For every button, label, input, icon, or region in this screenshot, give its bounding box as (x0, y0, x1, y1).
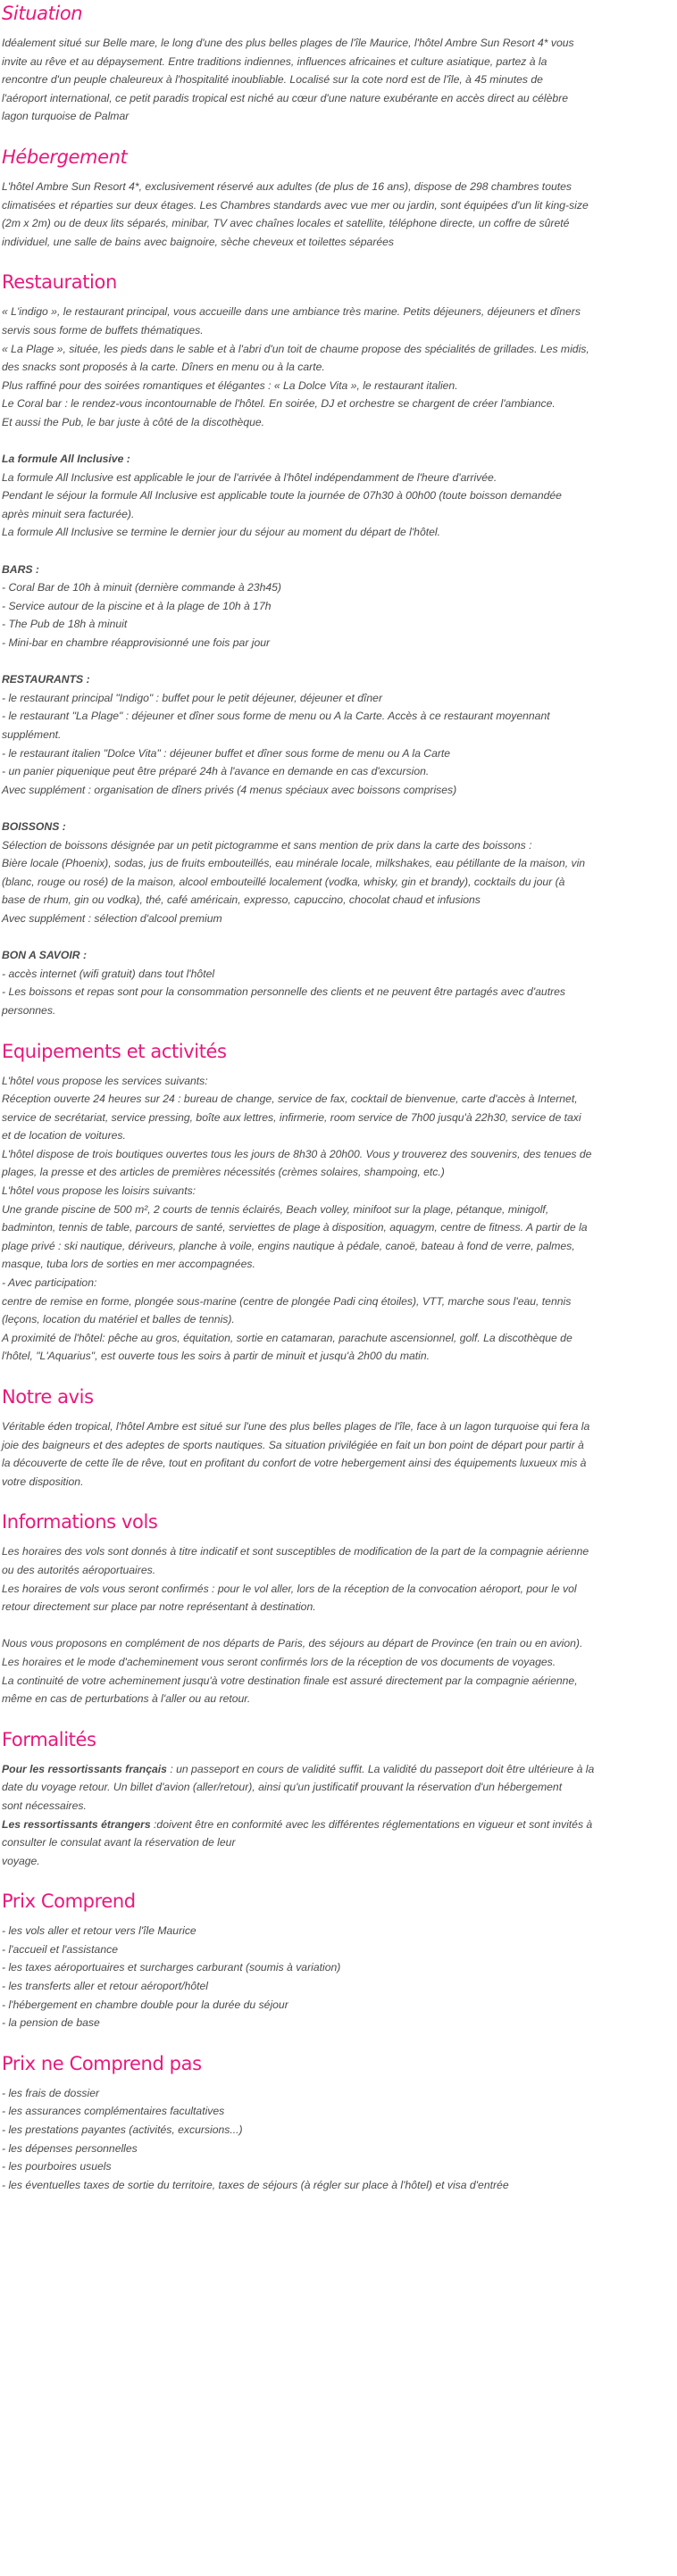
text-line: - accès internet (wifi gratuit) dans tout l'hôtel (2, 967, 215, 980)
text-line: - les assurances complémentaires facultatives (2, 2105, 225, 2118)
text-line: Le Coral bar : le rendez-vous incontournable de l'hôtel. En soirée, DJ et orchestre se chargent de créer l'ambiance. (2, 397, 556, 411)
informations-vols-text (2, 1542, 675, 1708)
text-line: - les frais de dossier (2, 2086, 100, 2099)
text-line: après minuit sera facturée). (2, 507, 135, 520)
text-line (2, 652, 675, 671)
text-line: BON A SAVOIR : (2, 949, 88, 962)
text-line: Idéalement situé sur Belle mare, le long d'une des plus belles plages de l'île Maurice, l'hôtel Ambre Sun Resort 4* vous (2, 37, 574, 49)
equipements-title: Equipements et activités (2, 1040, 227, 1062)
text-line: - les transferts aller et retour aéroport/hôtel (2, 1980, 208, 1993)
text-line: - Coral Bar de 10h à minuit (dernière commande à 23h45) (2, 581, 281, 594)
text-line: L'hôtel vous propose les loisirs suivants: (2, 1184, 196, 1198)
text-line: l'hôtel, "L'Aquarius", est ouverte tous les soirs à partir de minuit et jusqu'à 2h00 du matin. (2, 1350, 430, 1363)
text-line (2, 432, 675, 451)
formalites-francais-line (2, 1760, 675, 1779)
prix-comprend-title: Prix Comprend (2, 1890, 136, 1913)
formalites-title: Formalités (2, 1728, 96, 1750)
text-line: L'hôtel vous propose les services suivants: (2, 1074, 208, 1087)
text-line: - les éventuelles taxes de sortie du territoire, taxes de séjours (à régler sur place à l'hôtel) et visa d'entrée (2, 2178, 509, 2191)
text-line: et de location de voitures. (2, 1129, 126, 1143)
francais-more-text (2, 1778, 675, 1815)
situation-section (2, 0, 675, 126)
text-line: La formule All Inclusive : (2, 453, 130, 466)
formalites-section (2, 1726, 675, 1871)
text-line: Nous vous proposons en complément de nos départs de Paris, des séjours au départ de Province (en train ou en avion). (2, 1637, 583, 1650)
text-line: « La Plage », située, les pieds dans le sable et à l'abri d'un toit de chaume propose des spécialités de grillades. Les midis, (2, 342, 589, 355)
text-line: des snacks sont proposés à la carte. Dîners en menu ou à la carte. (2, 361, 325, 374)
text-line: Et aussi the Pub, le bar juste à côté de la discothèque. (2, 415, 265, 428)
hebergement-title: Hébergement (2, 145, 128, 168)
text-line: Plus raffiné pour des soirées romantiques et élégantes : « La Dolce Vita », le restaurant italien. (2, 378, 458, 392)
text-line: La formule All Inclusive est applicable le jour de l'arrivée à l'hôtel indépendamment de l'heure d'arrivée. (2, 470, 497, 484)
text-line: BOISSONS : (2, 819, 66, 833)
equipements-section (2, 1038, 675, 1367)
text-line: - le restaurant italien "Dolce Vita" : déjeuner buffet et dîner sous forme de menu ou A la Carte (2, 746, 451, 760)
prix-ne-comprend-section (2, 2050, 675, 2195)
text-line: plages, la presse et des articles de premières nécessités (crèmes solaires, shampoing, etc.) (2, 1166, 445, 1179)
text-line: - la pension de base (2, 2016, 100, 2030)
text-line: personnes. (2, 1003, 56, 1017)
etrangers-label: Les ressortissants étrangers (2, 1817, 151, 1831)
text-line: - les taxes aéroportuaires et surcharges carburant (soumis à variation) (2, 1961, 341, 1974)
text-line: retour directement sur place par notre représentant à destination. (2, 1600, 316, 1614)
situation-title: Situation (2, 3, 83, 24)
text-line: « L'indigo », le restaurant principal, vous accueille dans une ambiance très marine. Petits déjeuners, déjeuners et dîners (2, 305, 581, 319)
formalites-etrangers-line (2, 1816, 675, 1834)
text-line (2, 1616, 675, 1635)
text-line: - l'accueil et l'assistance (2, 1942, 118, 1956)
francais-label: Pour les ressortissants français (2, 1762, 167, 1775)
prix-ne-comprend-list (2, 2084, 675, 2195)
text-line: individuel, une salle de bains avec baignoire, sèche cheveux et toilettes séparées (2, 235, 395, 248)
text-line: - The Pub de 18h à minuit (2, 618, 128, 631)
text-line (2, 542, 675, 561)
hebergement-section (2, 144, 675, 251)
text-line: même en cas de perturbations à l'aller ou au retour. (2, 1692, 251, 1706)
notre-avis-text (2, 1417, 675, 1491)
restauration-title: Restauration (2, 271, 117, 294)
text-line (2, 799, 675, 818)
text-line: date du voyage retour. Un billet d'avion (aller/retour), ainsi qu'un justificatif prouvant la réservation d'un hébergement (2, 1781, 563, 1794)
text-line: Les horaires de vols vous seront confirmés : pour le vol aller, lors de la réception de la convocation aéroport, pour le vol (2, 1582, 577, 1595)
text-line: - le restaurant principal "Indigo" : buffet pour le petit déjeuner, déjeuner et dîner (2, 691, 383, 704)
text-line: climatisées et réparties sur deux étages. Les Chambres standards avec vue mer ou jardin, sont équipées d'un lit king-size (2, 198, 589, 212)
text-line: - Avec participation: (2, 1276, 97, 1290)
text-line: La formule All Inclusive se termine le dernier jour du séjour au moment du départ de l'hôtel. (2, 526, 440, 539)
text-line: badminton, tennis de table, parcours de santé, serviettes de plage à disposition, aquagym, centre de fitness. A partir de la (2, 1221, 588, 1234)
text-line: servis sous forme de buffets thématiques. (2, 323, 204, 337)
text-line: Sélection de boissons désignée par un petit pictogramme et sans mention de prix dans la carte des boissons : (2, 838, 532, 852)
text-line: la découverte de cette île de rêve, tout en profitant du confort de votre hebergement ainsi des équipements luxueux mis à (2, 1457, 587, 1470)
text-line: Réception ouverte 24 heures sur 24 : bureau de change, service de fax, cocktail de bienvenue, carte d'accès à Internet, (2, 1093, 578, 1106)
restauration-text (2, 303, 675, 1019)
text-line: ou des autorités aéroportuaires. (2, 1563, 156, 1576)
situation-text (2, 34, 675, 126)
text-line: votre disposition. (2, 1475, 84, 1488)
text-line: La continuité de votre acheminement jusqu'à votre destination finale est assuré directement par la compagnie aérienne, (2, 1674, 578, 1687)
text-line: L'hôtel Ambre Sun Resort 4*, exclusivement réservé aux adultes (de plus de 16 ans), dispose de 298 chambres toutes (2, 179, 573, 193)
text-line: Pendant le séjour la formule All Inclusive est applicable toute la journée de 07h30 à 00h00 (toute boisson demandée (2, 489, 562, 503)
text-line: BARS : (2, 562, 39, 576)
text-line (2, 928, 675, 947)
text-line: centre de remise en forme, plongée sous-marine (centre de plongée Padi cinq étoiles), VTT, marche sous l'eau, tennis (2, 1294, 572, 1308)
text-line: plage privé : ski nautique, dériveurs, planche à voile, engins nautique à pédale, canoë, bateau à fond de verre, palmes, (2, 1239, 575, 1252)
text-line: (2m x 2m) ou de deux lits séparés, minibar, TV avec chaînes locales et satellite, téléphone directe, un coffre de sûreté (2, 217, 570, 230)
text-line: - Mini-bar en chambre réapprovisionné une fois par jour (2, 636, 271, 650)
text-line: rencontre d'un peuple chaleureux à l'hospitalité inoubliable. Localisé sur la cote nord est de l'île, à 45 minutes de (2, 73, 543, 87)
text-line: (leçons, location du matériel et balles de tennis). (2, 1313, 235, 1326)
text-line: Les horaires des vols sont donnés à titre indicatif et sont susceptibles de modification de la part de la compagnie aérienne (2, 1545, 589, 1558)
text-line: l'aéroport international, ce petit paradis tropical est niché au cœur d'une nature exubérante en accès direct au célèbre (2, 91, 569, 104)
equipements-text (2, 1072, 675, 1367)
text-line: - le restaurant "La Plage" : déjeuner et dîner sous forme de menu ou A la Carte. Accès à ce restaurant moyennant (2, 710, 550, 723)
text-line: voyage. (2, 1854, 40, 1867)
text-line: base de rhum, gin ou vodka), thé, café américain, expresso, capuccino, chocolat chaud et infusions (2, 893, 481, 907)
text-line: L'hôtel dispose de trois boutiques ouvertes tous les jours de 8h30 à 20h00. Vous y trouverez des souvenirs, des tenues de (2, 1147, 592, 1160)
text-line: lagon turquoise de Palmar (2, 110, 130, 123)
text-line: - l'hébergement en chambre double pour la durée du séjour (2, 1998, 288, 2011)
hebergement-text (2, 178, 675, 251)
text-line: - les pourboires usuels (2, 2160, 112, 2173)
text-line: A proximité de l'hôtel: pêche au gros, équitation, sortie en catamaran, parachute ascensionnel, golf. La discothèque de (2, 1331, 573, 1344)
etrangers-text: :doivent être en conformité avec les différentes réglementations en vigueur et sont invités à (150, 1817, 593, 1831)
text-line: (blanc, rouge ou rosé) de la maison, alcool embouteillé localement (vodka, whisky, gin et brandy), cocktails du jour (à (2, 875, 565, 888)
informations-vols-title: Informations vols (2, 1511, 158, 1533)
text-line: Avec supplément : sélection d'alcool premium (2, 911, 222, 925)
text-line: sont nécessaires. (2, 1799, 87, 1812)
text-line: joie des baigneurs et des adeptes de sports nautiques. Sa situation privilégiée en fait un bon point de départ pour partir à (2, 1438, 584, 1451)
text-line: - un panier piquenique peut être préparé 24h à l'avance en demande en cas d'excursion. (2, 765, 430, 778)
text-line: Une grande piscine de 500 m², 2 courts de tennis éclairés, Beach volley, minifoot sur la plage, pétanque, minigolf, (2, 1202, 549, 1216)
restauration-section (2, 269, 675, 1019)
etrangers-more-text (2, 1833, 675, 1870)
text-line: - Service autour de la piscine et à la plage de 10h à 17h (2, 599, 272, 612)
informations-vols-section (2, 1508, 675, 1708)
text-line: - les prestations payantes (activités, excursions...) (2, 2123, 243, 2137)
francais-text: : un passeport en cours de validité suffit. La validité du passeport doit être ultérieure à la (166, 1762, 595, 1775)
text-line: supplément. (2, 728, 62, 741)
text-line: - les dépenses personnelles (2, 2141, 138, 2155)
text-line: Bière locale (Phoenix), sodas, jus de fruits embouteillés, eau minérale locale, milkshakes, eau pétillante de la maison, vin (2, 857, 586, 870)
text-line: Véritable éden tropical, l'hôtel Ambre est situé sur l'une des plus belles plages de l'île, face à un lagon turquoise qui fera la (2, 1420, 590, 1433)
text-line: Les horaires et le mode d'acheminement vous seront confirmés lors de la réception de vos documents de voyages. (2, 1655, 556, 1668)
notre-avis-title: Notre avis (2, 1386, 94, 1408)
text-line: masque, tuba lors de sorties en mer accompagnées. (2, 1258, 255, 1271)
prix-comprend-list (2, 1922, 675, 2032)
text-line: - Les boissons et repas sont pour la consommation personnelle des clients et ne peuvent être partagés avec d'autres (2, 985, 566, 999)
text-line: Avec supplément : organisation de dîners privés (4 menus spéciaux avec boissons comprises) (2, 783, 457, 796)
prix-comprend-section (2, 1888, 675, 2032)
notre-avis-section (2, 1384, 675, 1491)
text-line: - les vols aller et retour vers l'île Maurice (2, 1924, 196, 1938)
text-line: service de secrétariat, service pressing, boîte aux lettres, infirmerie, room service de 7h00 jusqu'à 22h30, service de taxi (2, 1110, 581, 1124)
text-line: RESTAURANTS : (2, 673, 90, 686)
text-line: invite au rêve et au dépaysement. Entre traditions indiennes, influences africaines et culture asiatique, partez à la (2, 54, 547, 68)
text-line: consulter le consulat avant la réservation de leur (2, 1836, 236, 1849)
prix-ne-comprend-title: Prix ne Comprend pas (2, 2052, 202, 2074)
